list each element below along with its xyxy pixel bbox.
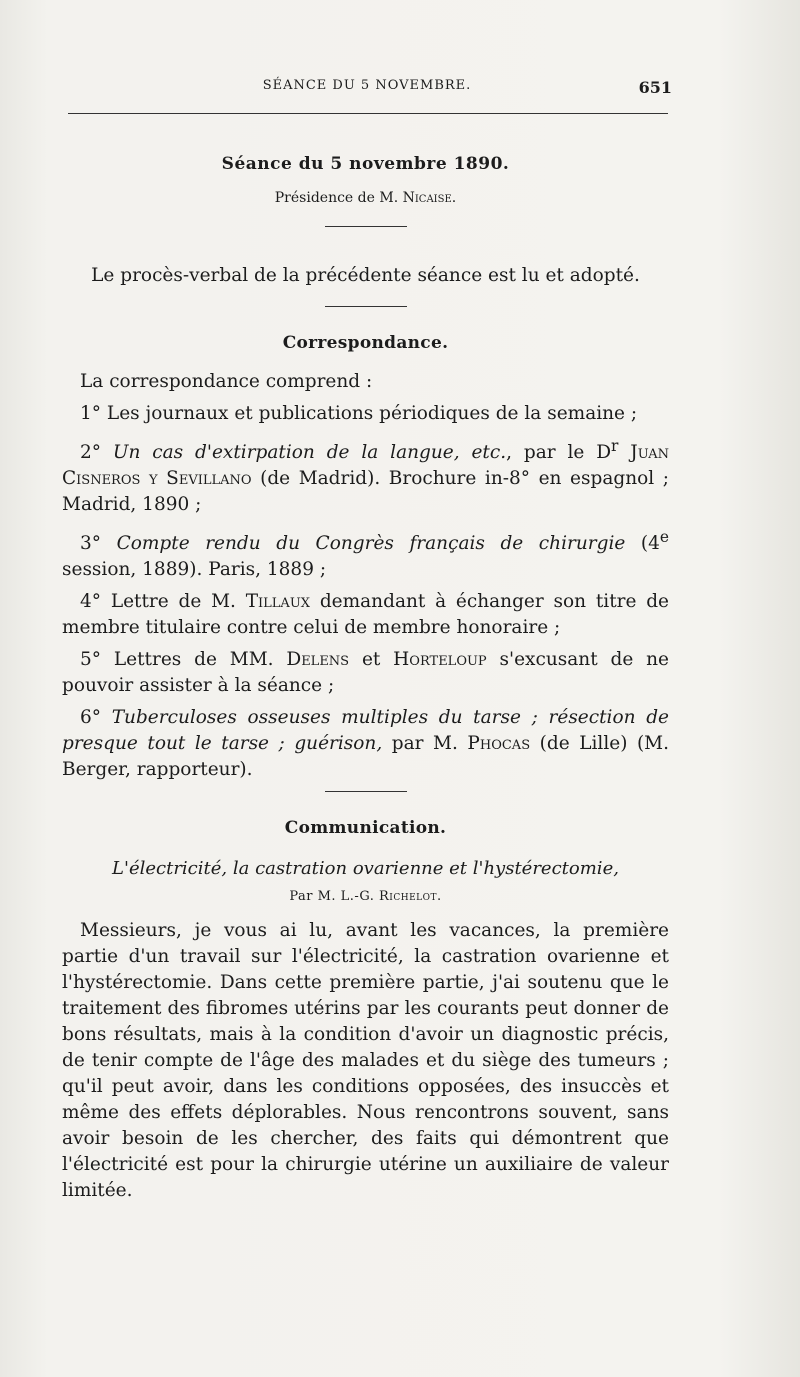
presidence-prefix: Présidence de M.: [274, 190, 403, 206]
item-superscript: r: [611, 437, 619, 455]
session-title: Séance du 5 novembre 1890.: [221, 154, 510, 174]
communication-heading: Communication.: [284, 818, 447, 839]
item-text: session, 1889). Paris, 1889 ;: [62, 559, 327, 581]
item-number: 3°: [80, 533, 117, 555]
item-author: Delens: [286, 649, 350, 671]
proces-verbal: Le procès-verbal de la précédente séance est lu et adopté.: [91, 265, 640, 286]
correspondance-item-4: [62, 589, 669, 641]
item-text: demandant à échanger son titre de membre titulaire contre celui de membre honoraire ;: [62, 591, 669, 639]
correspondance-item-5: [62, 647, 669, 699]
item-text: Les journaux et publications périodiques de la semaine ;: [106, 403, 638, 424]
header-rule: [68, 113, 668, 114]
author-prefix: Par M.: [289, 889, 341, 905]
divider: [325, 306, 407, 307]
item-title: Compte rendu du Congrès français de chirurgie: [116, 533, 626, 555]
communication-body: Messieurs, je vous ai lu, avant les vacances, la première partie d'un travail sur l'électricité, la castration ovarienne et l'hystérectomie. Dans cette première partie, j'ai soutenu que le traitement des fibromes utérins par les courants peut donner de bons résultats, mais à la condition d'avoir un diagnostic précis, de tenir compte de l'âge des malades et du siège des tumeurs ; qu'il peut avoir, dans les conditions opposées, des insuccès et même des effets déplorables. Nous rencontrons souvent, sans avoir besoin de les chercher, des faits qui démontrent que l'électricité est pour la chirurgie utérine un auxiliaire de valeur limitée.: [62, 920, 669, 1202]
correspondance-heading: Correspondance.: [282, 333, 449, 353]
correspondance-item-3: [62, 524, 669, 583]
item-number: 5°: [80, 649, 114, 671]
correspondance-item-6: [62, 705, 669, 783]
item-title: Tuberculoses osseuses multiples du tarse ; résection de presque tout le tarse ; guérison,: [62, 707, 669, 755]
item-number: 2°: [80, 442, 113, 464]
item-author: Juan Cisneros y Sevillano: [62, 442, 670, 490]
item-text: Lettre de M.: [110, 591, 246, 613]
item-text: (de Madrid). Brochure in-8° en espagnol ; Madrid, 1890 ;: [62, 468, 669, 516]
page-number: 651: [638, 78, 672, 97]
running-head: [62, 78, 672, 102]
communication-author: L.-G. Richelot.: [340, 889, 442, 905]
divider: [325, 791, 407, 792]
correspondance-intro: La correspondance comprend :: [80, 371, 373, 392]
presidence-line: [62, 190, 669, 206]
item-superscript: e: [659, 528, 670, 547]
item-text: (4: [625, 533, 660, 555]
page-content: [62, 150, 669, 1204]
running-head-title: SÉANCE DU 5 NOVEMBRE.: [262, 78, 472, 93]
item-text: Lettres de MM.: [113, 649, 287, 671]
item-text: par M.: [382, 733, 468, 755]
item-author: Tillaux: [245, 591, 311, 613]
item-number: 4°: [80, 591, 111, 613]
communication-title: L'électricité, la castration ovarienne et l'hystérectomie,: [112, 858, 619, 880]
divider: [325, 226, 407, 227]
item-author: Horteloup: [393, 649, 487, 671]
president-name: Nicaise.: [402, 190, 457, 206]
item-number: 1°: [80, 403, 107, 424]
correspondance-item-1: [62, 401, 669, 427]
item-number: 6°: [80, 707, 112, 729]
item-author: Phocas: [467, 733, 531, 755]
item-text: , par le D: [506, 442, 612, 464]
item-title: Un cas d'extirpation de la langue, etc.: [112, 442, 507, 464]
correspondance-item-2: [62, 433, 669, 518]
communication-author-line: [62, 889, 669, 904]
item-text: (de Lille) (M. Berger, rapporteur).: [62, 733, 669, 781]
item-text: s'excusant de ne pouvoir assister à la séance ;: [62, 649, 669, 697]
item-text: et: [349, 649, 394, 671]
